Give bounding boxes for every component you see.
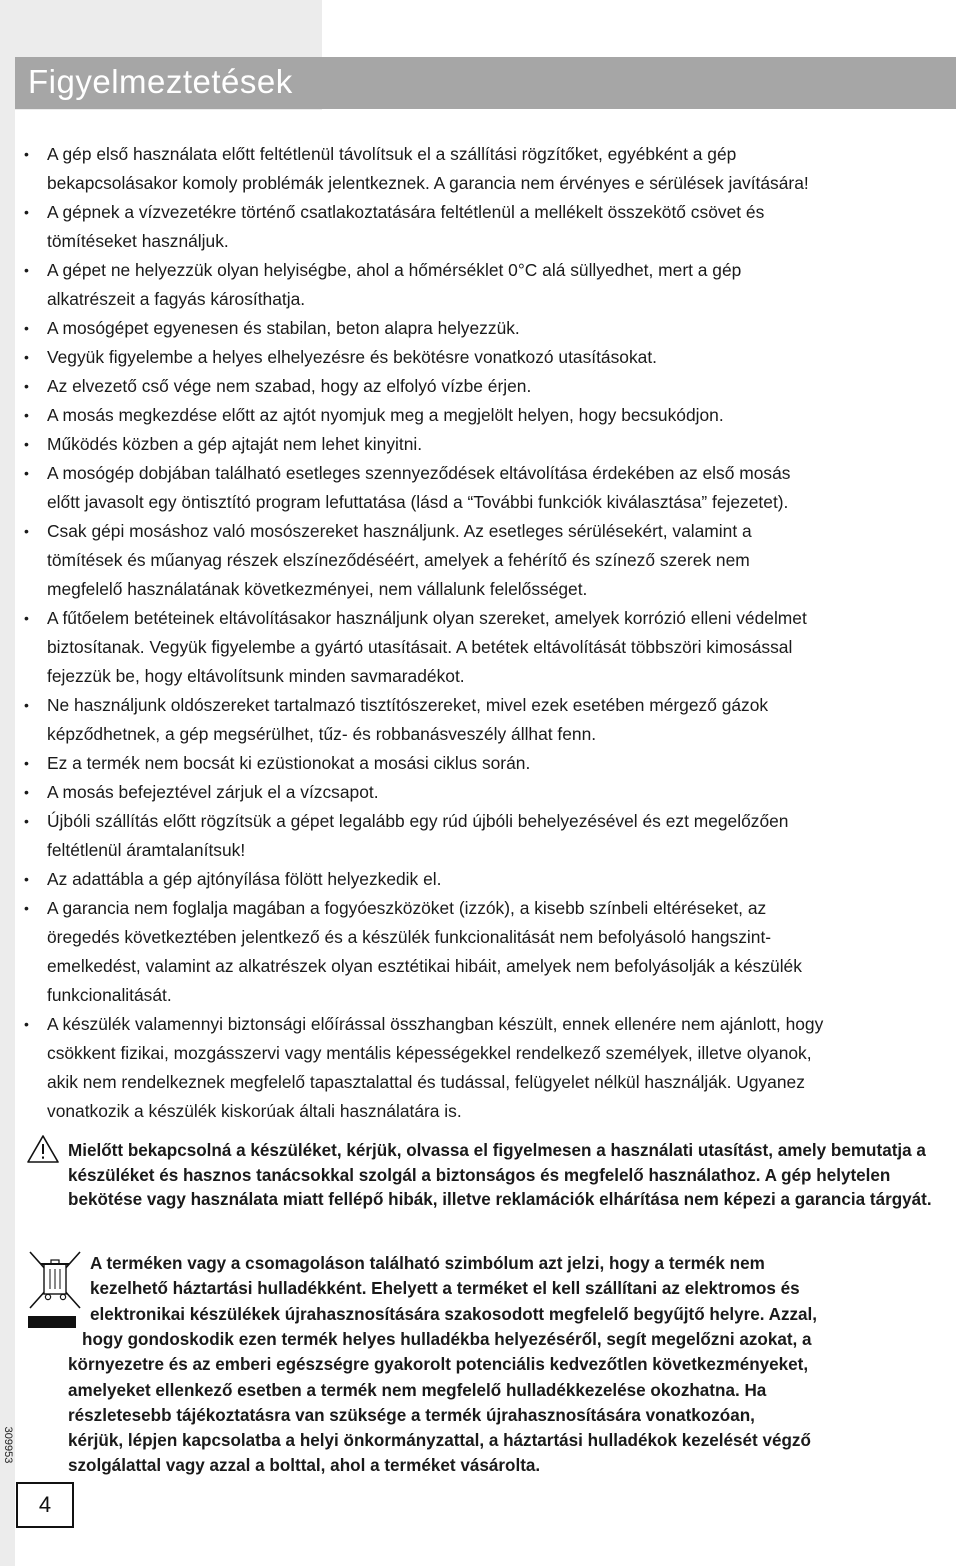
warning-note: Mielőtt bekapcsolná a készüléket, kérjük, olvassa el figyelmesen a használati utasítást, amely bemutatja a készüléket és hasznos tanácsokkal szolgál a biztonságos és megfelelő használathoz. A gép helytelen bekötése vagy használata miatt fellépő hibák, illetve reklamációk elhárítása nem képezi a garancia tárgyát. <box>68 1141 932 1209</box>
bullet-dot: • <box>24 146 29 162</box>
list-item-line: A gép első használata előtt feltétlenül távolítsuk el a szállítási rögzítőket, egyébként a gép <box>47 144 737 164</box>
list-item-line: megfelelő használatának következményei, nem vállalunk felelősséget. <box>47 579 588 599</box>
list-item <box>20 517 950 604</box>
list-item-line: tömítéseket használjuk. <box>47 231 229 251</box>
list-item-line: csökkent fizikai, mozgásszervi vagy mentális képességekkel rendelkező személyek, illetve olyanok, <box>47 1043 812 1063</box>
bullet-dot: • <box>24 465 29 481</box>
title-bar <box>15 57 956 109</box>
list-item-line: A mosás megkezdése előtt az ajtót nyomjuk meg a megjelölt helyen, hogy becsukódjon. <box>47 405 724 425</box>
list-item-line: Újbóli szállítás előtt rögzítsük a gépet legalább egy rúd újbóli behelyezésével és ezt megelőzően <box>47 811 789 831</box>
list-item <box>20 749 950 778</box>
list-item-line: öregedés következtében jelentkező és a készülék funkcionalitását nem befolyásoló hangszint- <box>47 927 772 947</box>
bullet-dot: • <box>24 813 29 829</box>
bullet-dot: • <box>24 320 29 336</box>
bullet-dot: • <box>24 755 29 771</box>
disposal-note <box>0 1252 960 1482</box>
list-item <box>20 140 950 198</box>
list-item-line: A készülék valamennyi biztonsági előírással összhangban készült, ennek ellenére nem ajánlott, hogy <box>47 1014 824 1034</box>
list-item <box>20 691 950 749</box>
document-code: 309953 <box>2 1426 14 1464</box>
bullet-dot: • <box>24 697 29 713</box>
list-item-line: alkatrészeit a fagyás károsíthatja. <box>47 289 306 309</box>
disposal-note-line: kérjük, lépjen kapcsolatba a helyi önkormányzattal, a háztartási hulladékok kezelését végző <box>68 1431 811 1451</box>
disposal-note-line: szolgálattal vagy azzal a bolttal, ahol a terméket vásárolta. <box>68 1456 541 1476</box>
list-item <box>20 401 950 430</box>
list-item <box>20 894 950 1010</box>
list-item-line: vonatkozik a készülék kiskorúak általi használatára is. <box>47 1101 462 1121</box>
list-item-line: Az elvezető cső vége nem szabad, hogy az elfolyó vízbe érjen. <box>47 376 532 396</box>
list-item <box>20 865 950 894</box>
disposal-note-line: részletesebb tájékoztatásra van szüksége a termék újrahasznosítására vonatkozóan, <box>68 1405 755 1425</box>
list-item-line: Csak gépi mosáshoz való mosószereket használjunk. Az esetleges sérülésekért, valamint a <box>47 521 752 541</box>
disposal-note-line: elektronikai készülékek újrahasznosítására szakosodott megfelelő begyűjtő helyre. Azzal, <box>90 1304 818 1324</box>
list-item-line: A mosógép dobjában található esetleges szennyeződések eltávolítása érdekében az első mosás <box>47 463 791 483</box>
list-item <box>20 430 950 459</box>
list-item <box>20 604 950 691</box>
list-item-line: fejezzük be, hogy eltávolítsunk minden savmaradékot. <box>47 666 465 686</box>
list-item-line: Az adattábla a gép ajtónyílása fölött helyezkedik el. <box>47 869 442 889</box>
list-item <box>20 1010 950 1126</box>
bullet-dot: • <box>24 262 29 278</box>
list-item <box>20 778 950 807</box>
list-item <box>20 314 950 343</box>
list-item-line: funkcionalitását. <box>47 985 172 1005</box>
list-item-line: Ne használjunk oldószereket tartalmazó tisztítószereket, mivel ezek esetében mérgező gázok <box>47 695 769 715</box>
list-item-line: biztosítanak. Vegyük figyelembe a gyártó utasításait. A betétek eltávolítását többszöri kimosással <box>47 637 793 657</box>
list-item-line: akik nem rendelkeznek megfelelő tapasztalattal és tudással, felügyelet nélkül használják. Ugyanez <box>47 1072 805 1092</box>
bullet-dot: • <box>24 378 29 394</box>
bullet-dot: • <box>24 407 29 423</box>
list-item-line: képződhetnek, a gép megsérülhet, tűz- és robbanásveszély állhat fenn. <box>47 724 597 744</box>
bullet-dot: • <box>24 900 29 916</box>
disposal-note-line: környezetre és az emberi egészségre gyakorolt potenciális kedvezőtlen következményeket, <box>68 1355 809 1375</box>
list-item-line: tömítések és műanyag részek elszíneződéséért, amelyek a fehérítő és színező szerek nem <box>47 550 750 570</box>
warnings-list <box>20 140 950 1126</box>
bullet-dot: • <box>24 784 29 800</box>
list-item-line: A gépet ne helyezzük olyan helyiségbe, ahol a hőmérséklet 0°C alá süllyedhet, mert a gép <box>47 260 742 280</box>
bullet-dot: • <box>24 349 29 365</box>
list-item <box>20 372 950 401</box>
bullet-dot: • <box>24 610 29 626</box>
list-item-line: A mosás befejeztével zárjuk el a vízcsapot. <box>47 782 379 802</box>
list-item <box>20 198 950 256</box>
list-item-line: Ez a termék nem bocsát ki ezüstionokat a mosási ciklus során. <box>47 753 531 773</box>
list-item <box>20 256 950 314</box>
disposal-note-line: A terméken vagy a csomagoláson található szimbólum azt jelzi, hogy a termék nem <box>90 1254 765 1273</box>
list-item <box>20 807 950 865</box>
list-item-line: A gépnek a vízvezetékre történő csatlakoztatására feltétlenül a mellékelt összekötő csövet és <box>47 202 765 222</box>
list-item-line: A mosógépet egyenesen és stabilan, beton alapra helyezzük. <box>47 318 520 338</box>
bullet-dot: • <box>24 204 29 220</box>
warning-triangle-icon <box>26 1134 60 1164</box>
list-item-line: feltétlenül áramtalanítsuk! <box>47 840 246 860</box>
list-item-line: Vegyük figyelembe a helyes elhelyezésre és bekötésre vonatkozó utasításokat. <box>47 347 657 367</box>
list-item-line: A fűtőelem betéteinek eltávolításakor használjunk olyan szereket, amelyek korrózió elleni védelmet <box>47 608 807 628</box>
page-title: Figyelmeztetések <box>28 63 293 100</box>
list-item <box>20 459 950 517</box>
list-item-line: előtt javasolt egy öntisztító program lefuttatása (lásd a “További funkciók kiválasztása” fejezetet). <box>47 492 789 512</box>
page-number: 4 <box>16 1482 74 1528</box>
list-item-line: A garancia nem foglalja magában a fogyóeszközöket (izzók), a kisebb színbeli eltéréseket, az <box>47 898 767 918</box>
disposal-note-line: hogy gondoskodik ezen termék helyes hulladékba helyezéséről, segít megelőzni azokat, a <box>82 1329 812 1349</box>
list-item-line: bekapcsolásakor komoly problémák jelentkeznek. A garancia nem érvényes e sérülések javítására! <box>47 173 809 193</box>
list-item <box>20 343 950 372</box>
disposal-note-line: kezelhető háztartási hulladékként. Ehelyett a terméket el kell szállítani az elektromos és <box>90 1279 800 1299</box>
bullet-dot: • <box>24 523 29 539</box>
bullet-dot: • <box>24 1016 29 1032</box>
bullet-dot: • <box>24 436 29 452</box>
list-item-line: Működés közben a gép ajtaját nem lehet kinyitni. <box>47 434 423 454</box>
list-item-line: emelkedést, valamint az alkatrészek olyan esztétikai hibáit, amelyek nem befolyásolják a készülék <box>47 956 802 976</box>
bullet-dot: • <box>24 871 29 887</box>
disposal-note-line: amelyeket ellenkező esetben a termék nem megfelelő hulladékkezelése okozhatna. Ha <box>68 1380 767 1400</box>
